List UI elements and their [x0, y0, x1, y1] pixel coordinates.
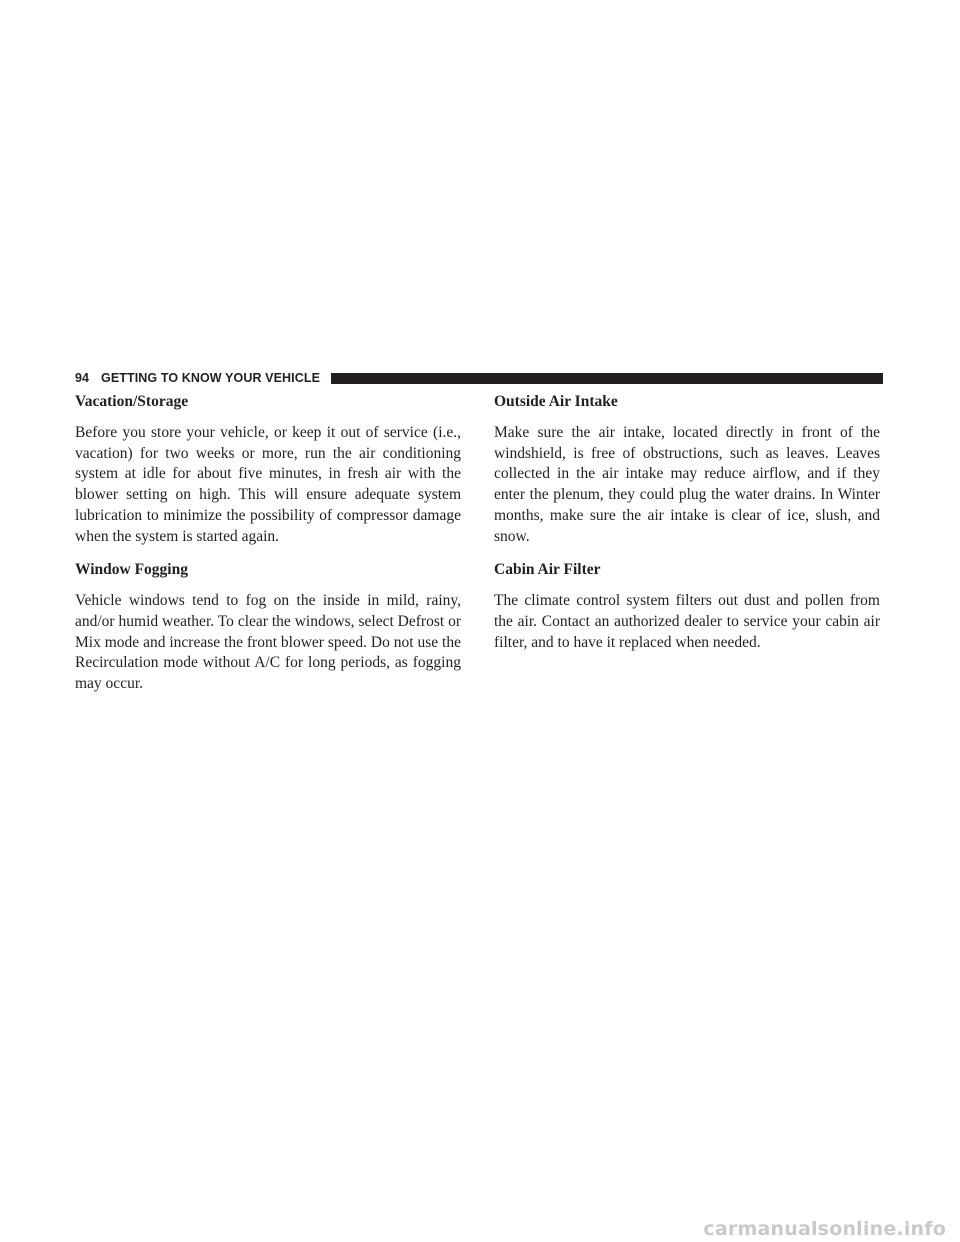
- section-paragraph: The climate control system filters out dust and pollen from the air. Contact an authorized dealer to service your cabin air filter, and to have it replaced when needed.: [494, 592, 880, 651]
- header-rule: [331, 373, 883, 384]
- section-paragraph: Make sure the air intake, located directly in front of the windshield, is free of obstructions, such as leaves. Leaves collected in the air intake may reduce airflow, and if they enter the plenum, they could plug the water drains. In Winter months, make sure the air intake is clear of ice, slush, and snow.: [494, 424, 880, 545]
- page-header: [75, 369, 883, 387]
- section-paragraph: Vehicle windows tend to fog on the inside in mild, rainy, and/or humid weather. To clear the windows, select Defrost or Mix mode and increase the front blower speed. Do not use the Recirculation mode without A/C for long periods, as fogging may occur.: [75, 592, 461, 693]
- section-heading: Outside Air Intake: [494, 393, 618, 410]
- section-outside-air-intake: [494, 392, 880, 547]
- section-vacation-storage: [75, 392, 461, 547]
- section-heading: Vacation/Storage: [75, 393, 189, 410]
- right-column: [494, 392, 880, 666]
- section-cabin-air-filter: [494, 560, 880, 653]
- left-column: [75, 392, 461, 708]
- page-number: 94: [75, 371, 90, 385]
- section-heading: Window Fogging: [75, 561, 188, 579]
- section-title: GETTING TO KNOW YOUR VEHICLE: [101, 371, 321, 385]
- section-paragraph: Before you store your vehicle, or keep it out of service (i.e., vacation) for two weeks or more, run the air conditioning system at idle for about five minutes, in fresh air with the blower setting on high. This will ensure adequate system lubrication to minimize the possibility of compressor damage when the system is started again.: [75, 424, 461, 545]
- watermark-text: carmanualsonline.info: [703, 1218, 946, 1240]
- section-heading: Cabin Air Filter: [494, 561, 601, 579]
- section-window-fogging: [75, 560, 461, 695]
